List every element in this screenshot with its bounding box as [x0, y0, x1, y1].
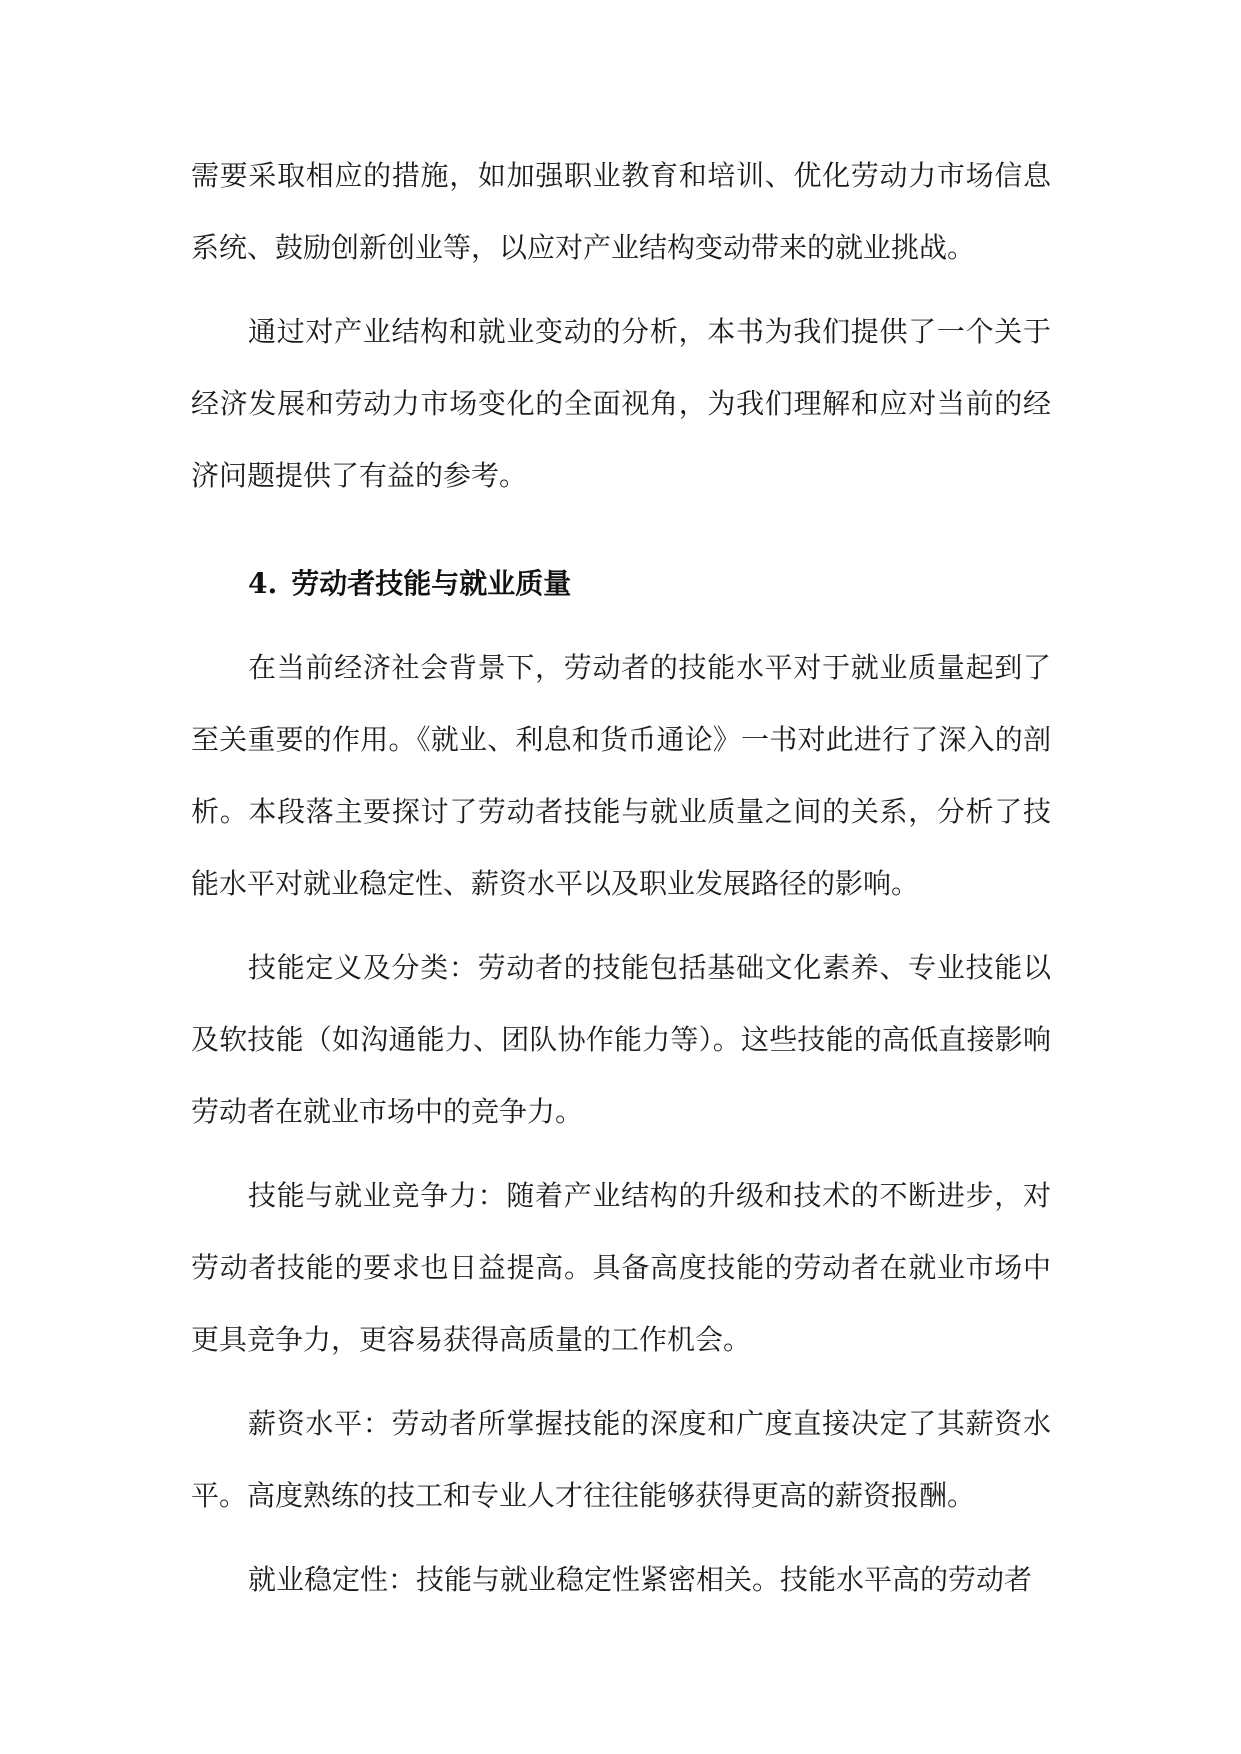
paragraph-continuation: 需要采取相应的措施，如加强职业教育和培训、优化劳动力市场信息系统、鼓励创新创业等，以应对产业结构变动带来的就业挑战。	[191, 159, 1051, 264]
paragraph-skill-competitiveness: 技能与就业竞争力：随着产业结构的升级和技术的不断进步，对劳动者技能的要求也日益提高。具备高度技能的劳动者在就业市场中更具竞争力，更容易获得高质量的工作机会。	[191, 1179, 1051, 1356]
paragraph-intro: 在当前经济社会背景下，劳动者的技能水平对于就业质量起到了至关重要的作用。《就业、利息和货币通论》一书对此进行了深入的剖析。本段落主要探讨了劳动者技能与就业质量之间的关系，分析了技能水平对就业稳定性、薪资水平以及职业发展路径的影响。	[191, 651, 1051, 900]
document-body	[191, 140, 1051, 1628]
paragraph-salary-level: 薪资水平：劳动者所掌握技能的深度和广度直接决定了其薪资水平。高度熟练的技工和专业人才往往能够获得更高的薪资报酬。	[191, 1407, 1051, 1512]
section-title: 劳动者技能与就业质量	[291, 567, 572, 600]
paragraph-summary: 通过对产业结构和就业变动的分析，本书为我们提供了一个关于经济发展和劳动力市场变化的全面视角，为我们理解和应对当前的经济问题提供了有益的参考。	[191, 315, 1051, 492]
section-number: 4.	[248, 567, 278, 600]
paragraph-employment-stability: 就业稳定性：技能与就业稳定性紧密相关。技能水平高的劳动者	[248, 1563, 1033, 1596]
section-heading	[191, 548, 1051, 620]
paragraph-skill-definition: 技能定义及分类：劳动者的技能包括基础文化素养、专业技能以及软技能（如沟通能力、团队协作能力等）。这些技能的高低直接影响劳动者在就业市场中的竞争力。	[191, 951, 1051, 1128]
